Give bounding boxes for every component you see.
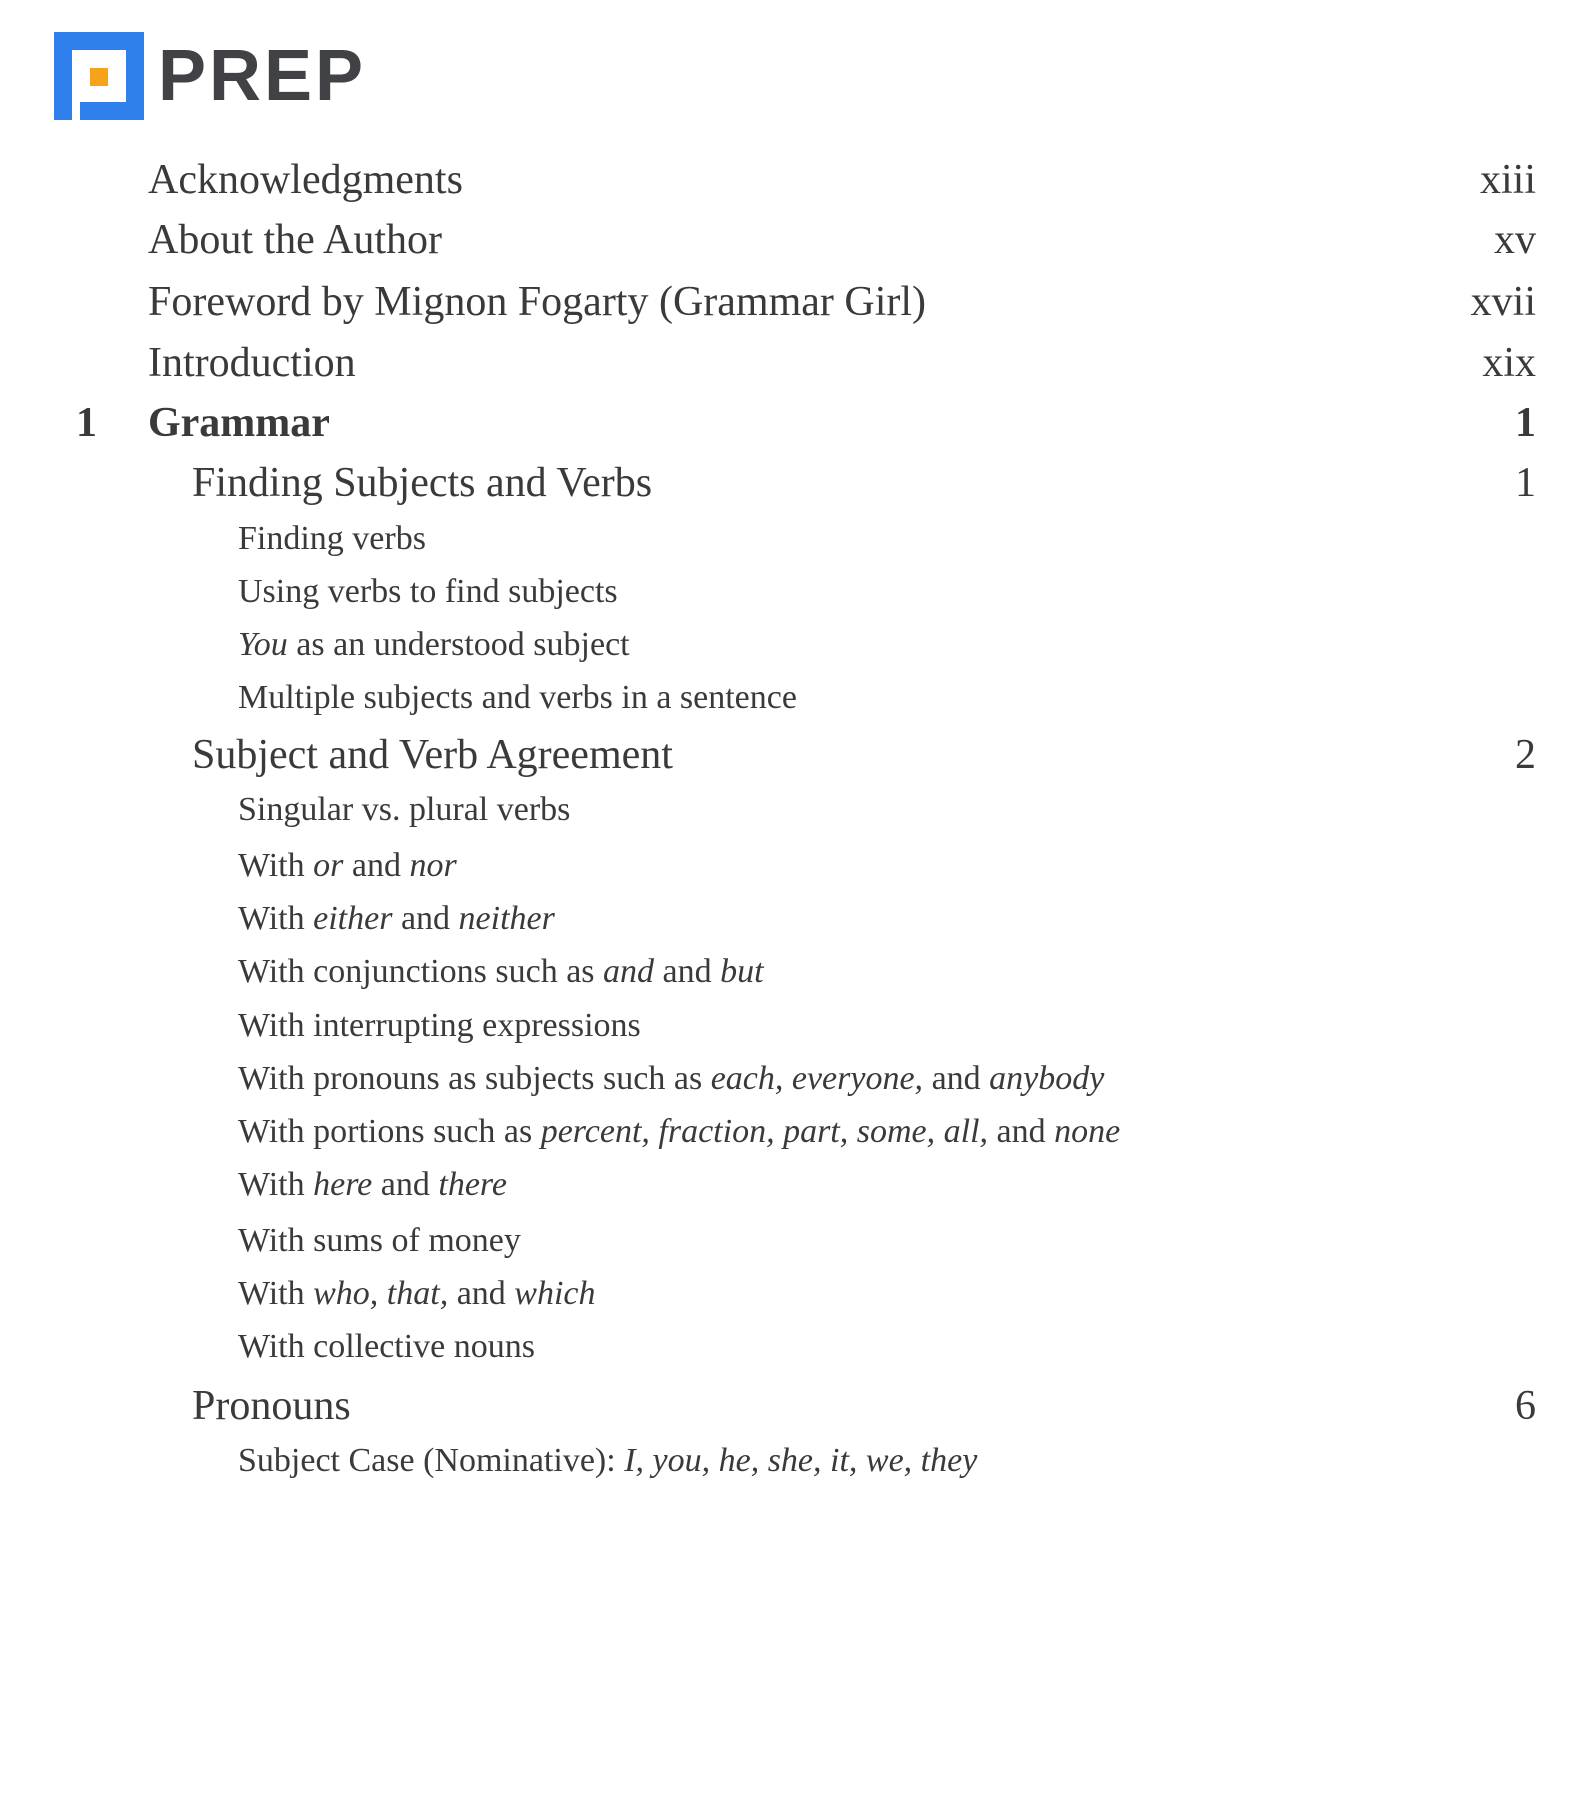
page-number: 6 <box>1515 1383 1536 1429</box>
title-text: With <box>238 900 314 937</box>
title-text: Foreword by Mignon Fogarty (Grammar Girl) <box>148 279 927 325</box>
title-text: With interrupting expressions <box>238 1007 641 1044</box>
toc-entry-title <box>238 679 797 717</box>
italic-term: here <box>313 1166 373 1203</box>
title-text: With sums of money <box>238 1222 521 1259</box>
toc-entry-title <box>192 731 673 779</box>
title-text: and <box>343 847 410 884</box>
page-number: xix <box>1482 340 1536 386</box>
page-number: xvii <box>1470 279 1536 325</box>
title-text: With <box>238 1275 314 1312</box>
title-text: With <box>238 1166 314 1203</box>
toc-entry-title <box>192 459 652 507</box>
title-text: Finding verbs <box>238 520 426 557</box>
toc-entry-title <box>148 216 442 264</box>
title-text: Grammar <box>148 400 330 446</box>
toc-entry-title <box>148 278 926 326</box>
toc-entry-title <box>238 1328 535 1366</box>
title-text: as an understood subject <box>287 626 630 663</box>
italic-term: but <box>720 953 764 990</box>
toc-entry-title <box>238 791 570 829</box>
toc-entry-title <box>148 399 330 447</box>
italic-term: who, that, <box>313 1275 449 1312</box>
italic-term: I, you, he, she, it, we, they <box>624 1442 978 1479</box>
title-text: and <box>448 1275 515 1312</box>
page-number: 1 <box>1515 460 1536 506</box>
page-number: 2 <box>1515 732 1536 778</box>
toc-entry-title <box>238 1113 1120 1151</box>
italic-term: anybody <box>989 1060 1105 1097</box>
title-text: Subject Case (Nominative): <box>238 1442 625 1479</box>
toc-entry-title <box>148 339 356 387</box>
title-text: With pronouns as subjects such as <box>238 1060 711 1097</box>
toc-entry-title <box>238 1166 507 1204</box>
title-text: Subject and Verb Agreement <box>192 732 673 778</box>
title-text: and <box>654 953 721 990</box>
italic-term: which <box>514 1275 596 1312</box>
toc-entry-title <box>238 1442 977 1480</box>
toc-entry-title <box>238 953 764 991</box>
toc-entry-title <box>238 1275 596 1313</box>
title-text: Using verbs to find subjects <box>238 573 618 610</box>
toc-entry-title <box>238 1007 641 1045</box>
toc-entry-title <box>238 573 618 611</box>
title-text: Singular vs. plural verbs <box>238 791 571 828</box>
toc-entry-title <box>148 156 463 204</box>
title-text: and <box>988 1113 1055 1150</box>
title-text: With portions such as <box>238 1113 541 1150</box>
chapter-number: 1 <box>76 400 97 446</box>
title-text: Acknowledgments <box>148 157 463 203</box>
italic-term: nor <box>409 847 457 884</box>
page-number: 1 <box>1515 400 1536 446</box>
toc-entry-title <box>238 847 457 885</box>
title-text: and <box>392 900 459 937</box>
brand-name: PREP <box>158 36 367 116</box>
title-text: Pronouns <box>192 1383 351 1429</box>
title-text: Finding Subjects and Verbs <box>192 460 653 506</box>
title-text: About the Author <box>148 217 442 263</box>
toc-entry-title <box>238 626 630 664</box>
italic-term: or <box>313 847 344 884</box>
italic-term: neither <box>458 900 555 937</box>
italic-term: percent, fraction, part, some, all, <box>540 1113 989 1150</box>
title-text: With <box>238 847 314 884</box>
toc-entry-title <box>238 1060 1104 1098</box>
italic-term: there <box>438 1166 507 1203</box>
italic-term: and <box>603 953 655 990</box>
toc-entry-title <box>192 1382 351 1430</box>
italic-term: each, everyone, <box>710 1060 924 1097</box>
title-text: With conjunctions such as <box>238 953 604 990</box>
page-number: xv <box>1494 217 1536 263</box>
toc-entry-title <box>238 520 426 558</box>
page-number: xiii <box>1479 157 1536 203</box>
title-text: Introduction <box>148 340 356 386</box>
toc-entry-title <box>238 900 555 938</box>
italic-term: either <box>313 900 393 937</box>
italic-term: none <box>1054 1113 1121 1150</box>
title-text: With collective nouns <box>238 1328 536 1365</box>
title-text: and <box>923 1060 990 1097</box>
title-text: Multiple subjects and verbs in a sentence <box>238 679 797 716</box>
toc-entry-title <box>238 1222 521 1260</box>
title-text: and <box>372 1166 439 1203</box>
italic-term: You <box>238 626 288 663</box>
